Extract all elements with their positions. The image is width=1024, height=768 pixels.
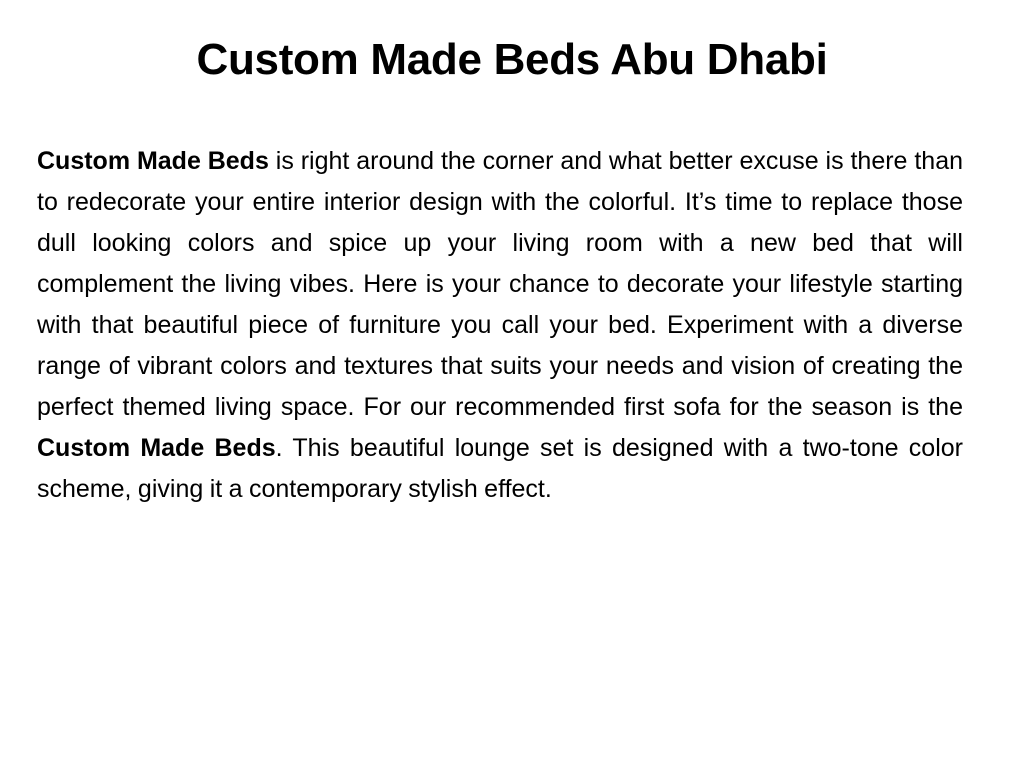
bold-keyword-mid: Custom Made Beds <box>37 434 276 462</box>
bold-keyword-lead: Custom Made Beds <box>37 147 269 175</box>
paragraph-text-part-1: is right around the corner and what better excuse is there than to redecorate your entire interior design with the colorful. It’s time to replace those dull looking colors and spice up your living room with a new bed that will complement the living vibes. Here is your chance to decorate your lifestyle starting with that beautiful piece of furniture you call your bed. Experiment with a diverse range of vibrant colors and textures that suits your needs and vision of creating the perfect themed living space. For our recommended first sofa for the season is the <box>37 147 964 421</box>
paragraph-text-part-2: . This beautiful lounge set is designed with a two-tone color scheme, giving it a contemporary stylish effect. <box>37 434 963 503</box>
page-title: Custom Made Beds Abu Dhabi <box>196 35 828 84</box>
body-paragraph <box>37 141 963 510</box>
